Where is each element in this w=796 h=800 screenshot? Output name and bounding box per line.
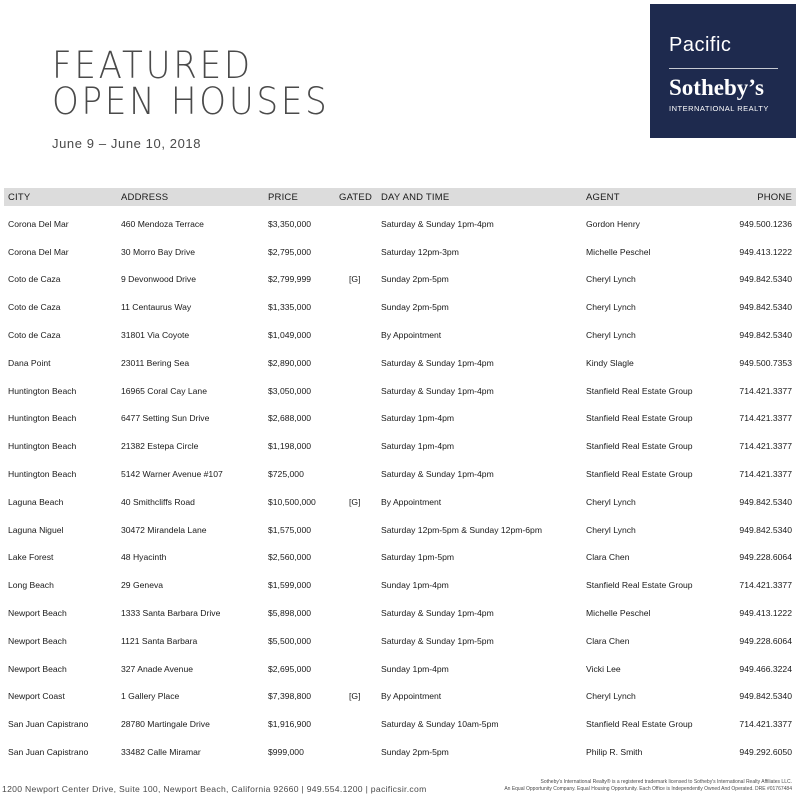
cell-phone: 949.842.5340: [739, 496, 792, 507]
header-day-and-time: DAY AND TIME: [381, 191, 450, 203]
cell-agent: Cheryl Lynch: [586, 330, 636, 341]
cell-price: $1,198,000: [268, 441, 312, 452]
cell-city: Corona Del Mar: [8, 218, 69, 229]
cell-address: 21382 Estepa Circle: [121, 441, 199, 452]
table-row: [4, 206, 796, 238]
footer-legal: [504, 779, 792, 793]
table-row: [4, 710, 796, 738]
cell-city: Coto de Caza: [8, 330, 61, 341]
cell-price: $2,560,000: [268, 552, 312, 563]
table-row: [4, 321, 796, 349]
cell-gated: [339, 738, 381, 766]
cell-city: Huntington Beach: [8, 469, 77, 480]
cell-city: Laguna Beach: [8, 496, 64, 507]
cell-price: $2,799,999: [268, 274, 312, 285]
table-row: [4, 293, 796, 321]
title-line-1: FEATURED: [52, 44, 253, 87]
cell-price: $1,575,000: [268, 524, 312, 535]
table-row: [4, 377, 796, 405]
cell-address: 29 Geneva: [121, 580, 164, 591]
cell-address: 9 Devonwood Drive: [121, 274, 196, 285]
cell-phone: 714.421.3377: [739, 385, 792, 396]
cell-day-and-time: Saturday & Sunday 1pm-4pm: [381, 469, 494, 480]
cell-city: Corona Del Mar: [8, 246, 69, 257]
table-row: [4, 432, 796, 460]
cell-gated: [339, 432, 381, 460]
cell-address: 5142 Warner Avenue #107: [121, 469, 223, 480]
cell-gated: [G]: [349, 496, 361, 507]
cell-phone: 949.500.7353: [739, 357, 792, 368]
cell-address: 23011 Bering Sea: [121, 357, 190, 368]
cell-address: 48 Hyacinth: [121, 552, 167, 563]
table-row: [4, 627, 796, 655]
cell-agent: Philip R. Smith: [586, 747, 643, 758]
cell-phone: 949.413.1222: [739, 608, 792, 619]
cell-city: Coto de Caza: [8, 302, 61, 313]
table-row: [4, 738, 796, 766]
cell-city: Long Beach: [8, 580, 54, 591]
cell-price: $1,599,000: [268, 580, 312, 591]
cell-address: 30 Morro Bay Drive: [121, 246, 196, 257]
cell-agent: Stanfield Real Estate Group: [586, 580, 693, 591]
table-header-row: [4, 188, 796, 206]
cell-gated: [G]: [349, 691, 361, 702]
cell-address: 11 Centaurus Way: [121, 302, 192, 313]
cell-gated: [339, 405, 381, 433]
cell-address: 1121 Santa Barbara: [121, 635, 198, 646]
cell-day-and-time: Saturday & Sunday 1pm-5pm: [381, 635, 494, 646]
cell-phone: 714.421.3377: [739, 469, 792, 480]
table-row: [4, 516, 796, 544]
cell-price: $10,500,000: [268, 496, 316, 507]
cell-gated: [339, 321, 381, 349]
cell-phone: 714.421.3377: [739, 580, 792, 591]
cell-address: 327 Anade Avenue: [121, 663, 194, 674]
cell-day-and-time: Saturday & Sunday 1pm-4pm: [381, 218, 494, 229]
cell-address: 30472 Mirandela Lane: [121, 524, 207, 535]
logo-divider: [669, 68, 778, 69]
cell-gated: [339, 544, 381, 572]
cell-agent: Vicki Lee: [586, 663, 621, 674]
cell-price: $2,795,000: [268, 246, 312, 257]
cell-day-and-time: Saturday & Sunday 10am-5pm: [381, 719, 499, 730]
cell-gated: [339, 710, 381, 738]
cell-phone: 949.228.6064: [739, 552, 792, 563]
cell-agent: Stanfield Real Estate Group: [586, 719, 693, 730]
table-row: [4, 488, 796, 516]
cell-address: 28780 Martingale Drive: [121, 719, 210, 730]
cell-gated: [339, 599, 381, 627]
cell-city: San Juan Capistrano: [8, 747, 89, 758]
cell-address: 1 Gallery Place: [121, 691, 180, 702]
header-city: CITY: [8, 191, 31, 203]
cell-day-and-time: Sunday 2pm-5pm: [381, 302, 449, 313]
cell-gated: [G]: [349, 274, 361, 285]
table-row: [4, 571, 796, 599]
cell-address: 40 Smithcliffs Road: [121, 496, 195, 507]
cell-price: $1,049,000: [268, 330, 312, 341]
cell-day-and-time: Saturday & Sunday 1pm-4pm: [381, 357, 494, 368]
cell-gated: [339, 516, 381, 544]
header-price: PRICE: [268, 191, 299, 203]
cell-phone: 714.421.3377: [739, 719, 792, 730]
cell-agent: Cheryl Lynch: [586, 302, 636, 313]
cell-address: 1333 Santa Barbara Drive: [121, 608, 221, 619]
cell-price: $5,500,000: [268, 635, 312, 646]
cell-gated: [339, 349, 381, 377]
cell-phone: 949.842.5340: [739, 524, 792, 535]
cell-day-and-time: Sunday 1pm-4pm: [381, 580, 449, 591]
logo-sothebys-text: Sotheby’s: [669, 75, 764, 100]
cell-agent: Stanfield Real Estate Group: [586, 469, 693, 480]
cell-price: $1,916,900: [268, 719, 312, 730]
cell-day-and-time: Saturday 1pm-4pm: [381, 441, 455, 452]
date-range: June 9 – June 10, 2018: [52, 136, 202, 151]
logo-international-realty-text: INTERNATIONAL REALTY: [669, 104, 769, 113]
table-row: [4, 460, 796, 488]
cell-agent: Cheryl Lynch: [586, 496, 636, 507]
cell-day-and-time: Saturday 12pm-3pm: [381, 246, 459, 257]
open-houses-table: [4, 188, 796, 766]
header-address: ADDRESS: [121, 191, 169, 203]
footer-address: 1200 Newport Center Drive, Suite 100, Newport Beach, California 92660 | 949.554.1200 | pacificsir.com: [2, 784, 427, 794]
cell-phone: 949.466.3224: [739, 663, 792, 674]
cell-city: Newport Beach: [8, 608, 67, 619]
cell-city: Huntington Beach: [8, 385, 77, 396]
cell-agent: Cheryl Lynch: [586, 274, 636, 285]
cell-price: $2,695,000: [268, 663, 312, 674]
cell-city: Coto de Caza: [8, 274, 61, 285]
cell-city: San Juan Capistrano: [8, 719, 89, 730]
table-body: [4, 206, 796, 766]
cell-address: 6477 Setting Sun Drive: [121, 413, 210, 424]
cell-address: 31801 Via Coyote: [121, 330, 190, 341]
header-phone: PHONE: [757, 191, 792, 203]
cell-city: Newport Coast: [8, 691, 65, 702]
cell-address: 16965 Coral Cay Lane: [121, 385, 207, 396]
cell-price: $3,050,000: [268, 385, 312, 396]
table-row: [4, 349, 796, 377]
cell-day-and-time: Saturday 12pm-5pm & Sunday 12pm-6pm: [381, 524, 542, 535]
cell-price: $725,000: [268, 469, 304, 480]
cell-city: Laguna Niguel: [8, 524, 64, 535]
cell-agent: Stanfield Real Estate Group: [586, 413, 693, 424]
cell-city: Dana Point: [8, 357, 51, 368]
cell-gated: [339, 571, 381, 599]
cell-day-and-time: By Appointment: [381, 330, 442, 341]
cell-agent: Stanfield Real Estate Group: [586, 385, 693, 396]
cell-gated: [339, 238, 381, 266]
cell-agent: Clara Chen: [586, 635, 630, 646]
table-row: [4, 655, 796, 683]
cell-phone: 949.500.1236: [739, 218, 792, 229]
table-row: [4, 266, 796, 294]
cell-agent: Gordon Henry: [586, 218, 640, 229]
brand-logo: [650, 4, 796, 138]
title-block: [52, 44, 354, 151]
cell-address: 460 Mendoza Terrace: [121, 218, 204, 229]
cell-gated: [339, 206, 381, 238]
cell-day-and-time: Saturday 1pm-5pm: [381, 552, 455, 563]
cell-city: Newport Beach: [8, 635, 67, 646]
cell-gated: [339, 377, 381, 405]
cell-phone: 714.421.3377: [739, 441, 792, 452]
cell-agent: Kindy Slagle: [586, 357, 634, 368]
table-row: [4, 683, 796, 711]
title-line-2: OPEN HOUSES: [52, 80, 330, 123]
cell-city: Huntington Beach: [8, 441, 77, 452]
cell-price: $1,335,000: [268, 302, 312, 313]
cell-agent: Stanfield Real Estate Group: [586, 441, 693, 452]
cell-day-and-time: Sunday 1pm-4pm: [381, 663, 449, 674]
cell-price: $2,688,000: [268, 413, 312, 424]
cell-day-and-time: Sunday 2pm-5pm: [381, 747, 449, 758]
logo-pacific-text: Pacific: [669, 34, 732, 56]
cell-day-and-time: Sunday 2pm-5pm: [381, 274, 449, 285]
cell-phone: 714.421.3377: [739, 413, 792, 424]
cell-phone: 949.292.6050: [739, 747, 792, 758]
cell-phone: 949.413.1222: [739, 246, 792, 257]
cell-city: Lake Forest: [8, 552, 54, 563]
open-houses-table-container: [4, 188, 796, 766]
cell-agent: Cheryl Lynch: [586, 524, 636, 535]
cell-day-and-time: Saturday & Sunday 1pm-4pm: [381, 608, 494, 619]
cell-price: $7,398,800: [268, 691, 312, 702]
cell-city: Newport Beach: [8, 663, 67, 674]
cell-day-and-time: By Appointment: [381, 496, 442, 507]
cell-phone: 949.228.6064: [739, 635, 792, 646]
cell-day-and-time: By Appointment: [381, 691, 442, 702]
cell-agent: Michelle Peschel: [586, 608, 651, 619]
cell-gated: [339, 627, 381, 655]
cell-agent: Michelle Peschel: [586, 246, 651, 257]
header-agent: AGENT: [586, 191, 620, 203]
table-row: [4, 544, 796, 572]
cell-address: 33482 Calle Miramar: [121, 747, 201, 758]
cell-gated: [339, 460, 381, 488]
header-gated: GATED: [339, 191, 373, 203]
cell-price: $999,000: [268, 747, 304, 758]
table-row: [4, 599, 796, 627]
cell-price: $3,350,000: [268, 218, 312, 229]
cell-price: $5,898,000: [268, 608, 312, 619]
cell-gated: [339, 655, 381, 683]
footer-legal-line-2: An Equal Opportunity Company. Equal Housing Opportunity. Each Office is Independently Owned And Operated. DRE #01767484: [504, 786, 792, 792]
cell-city: Huntington Beach: [8, 413, 77, 424]
cell-price: $2,890,000: [268, 357, 312, 368]
cell-phone: 949.842.5340: [739, 274, 792, 285]
cell-day-and-time: Saturday 1pm-4pm: [381, 413, 455, 424]
table-row: [4, 238, 796, 266]
cell-phone: 949.842.5340: [739, 330, 792, 341]
cell-gated: [339, 293, 381, 321]
cell-phone: 949.842.5340: [739, 302, 792, 313]
cell-agent: Cheryl Lynch: [586, 691, 636, 702]
cell-day-and-time: Saturday & Sunday 1pm-4pm: [381, 385, 494, 396]
cell-phone: 949.842.5340: [739, 691, 792, 702]
cell-agent: Clara Chen: [586, 552, 630, 563]
table-row: [4, 405, 796, 433]
footer-legal-line-1: Sotheby's International Realty® is a registered trademark licensed to Sotheby's International Realty Affiliates LLC.: [540, 779, 792, 785]
